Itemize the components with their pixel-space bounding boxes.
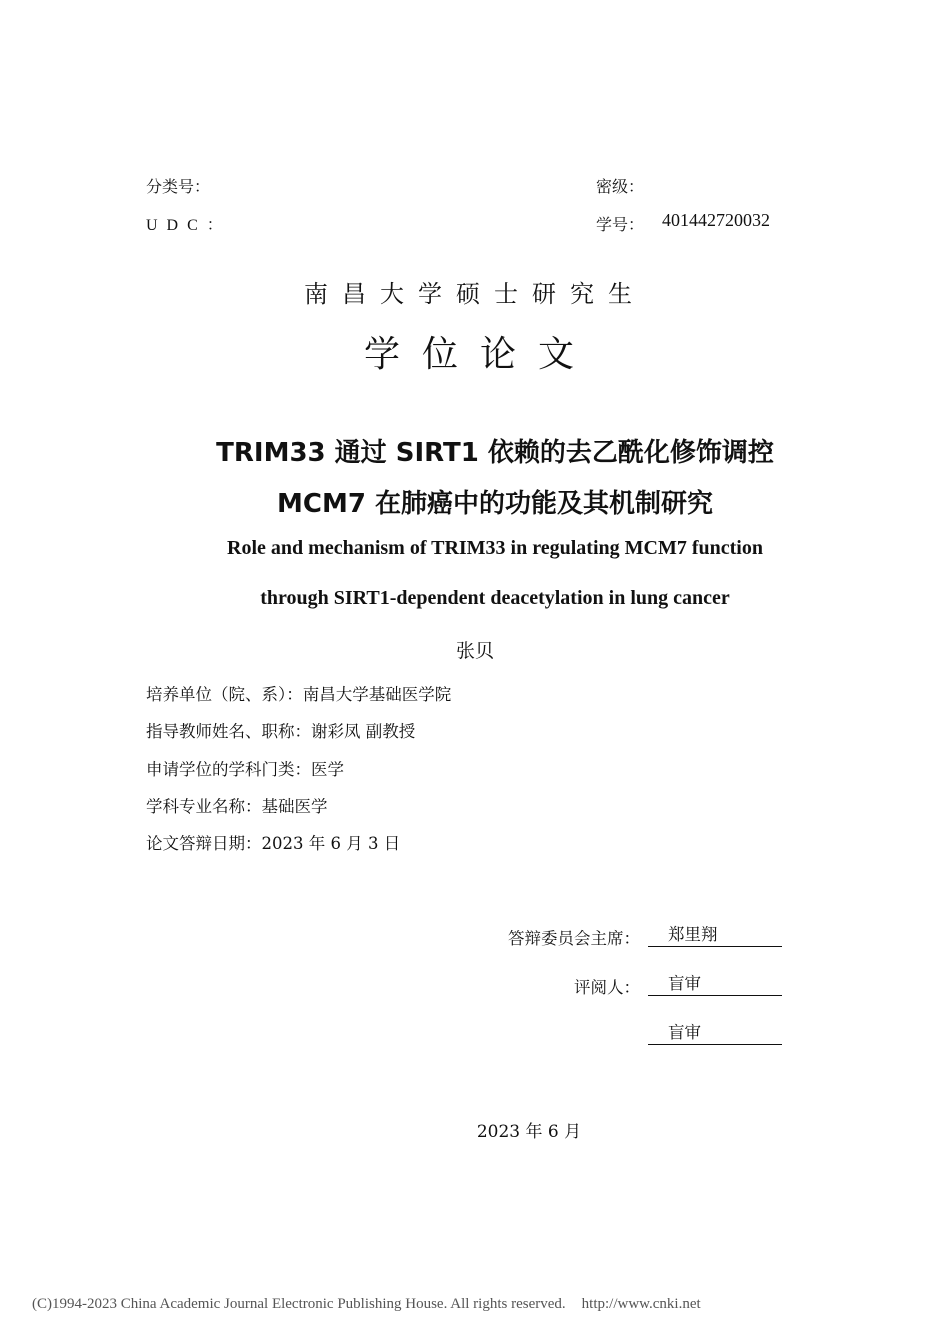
cnki-url[interactable]: http://www.cnki.net — [581, 1296, 701, 1312]
submission-date: 2023 年 6 月 — [476, 1122, 582, 1142]
student-number-label: 学号： — [596, 215, 645, 234]
reviewer-1-value: 盲审 — [648, 973, 782, 996]
reviewer-2-value: 盲审 — [648, 1022, 782, 1045]
reviewer-label: 评阅人： — [574, 978, 640, 997]
student-number-value: 401442720032 — [662, 210, 770, 230]
committee-chair-value: 郑里翔 — [648, 924, 782, 947]
secret-level-label: 密级： — [596, 177, 645, 196]
major-name: 学科专业名称：基础医学 — [146, 797, 328, 816]
university-line: 南昌大学硕士研究生 — [304, 280, 646, 308]
defense-date: 论文答辩日期：2023 年 6 月 3 日 — [146, 834, 401, 853]
committee-chair-label: 答辩委员会主席： — [508, 929, 640, 948]
classification-label: 分类号： — [146, 177, 211, 196]
advisor-info: 指导教师姓名、职称：谢彩凤 副教授 — [146, 722, 416, 741]
training-unit: 培养单位（院、系）：南昌大学基础医学院 — [146, 685, 452, 704]
degree-title: 学位论文 — [363, 334, 596, 375]
copyright-text: (C)1994-2023 China Academic Journal Electronic Publishing House. All rights reserved. — [32, 1296, 566, 1312]
copyright-footer — [32, 1296, 701, 1313]
discipline-category: 申请学位的学科门类：医学 — [146, 760, 344, 779]
thesis-title-en-line1: Role and mechanism of TRIM33 in regulating MCM7 function — [227, 537, 763, 559]
thesis-title-en-line2: through SIRT1-dependent deacetylation in lung cancer — [260, 587, 730, 609]
thesis-title-cn-line2: MCM7 在肺癌中的功能及其机制研究 — [277, 489, 713, 519]
udc-label: UDC： — [146, 217, 232, 234]
author-name: 张贝 — [455, 640, 494, 662]
thesis-title-cn-line1: TRIM33 通过 SIRT1 依赖的去乙酰化修饰调控 — [216, 438, 774, 468]
